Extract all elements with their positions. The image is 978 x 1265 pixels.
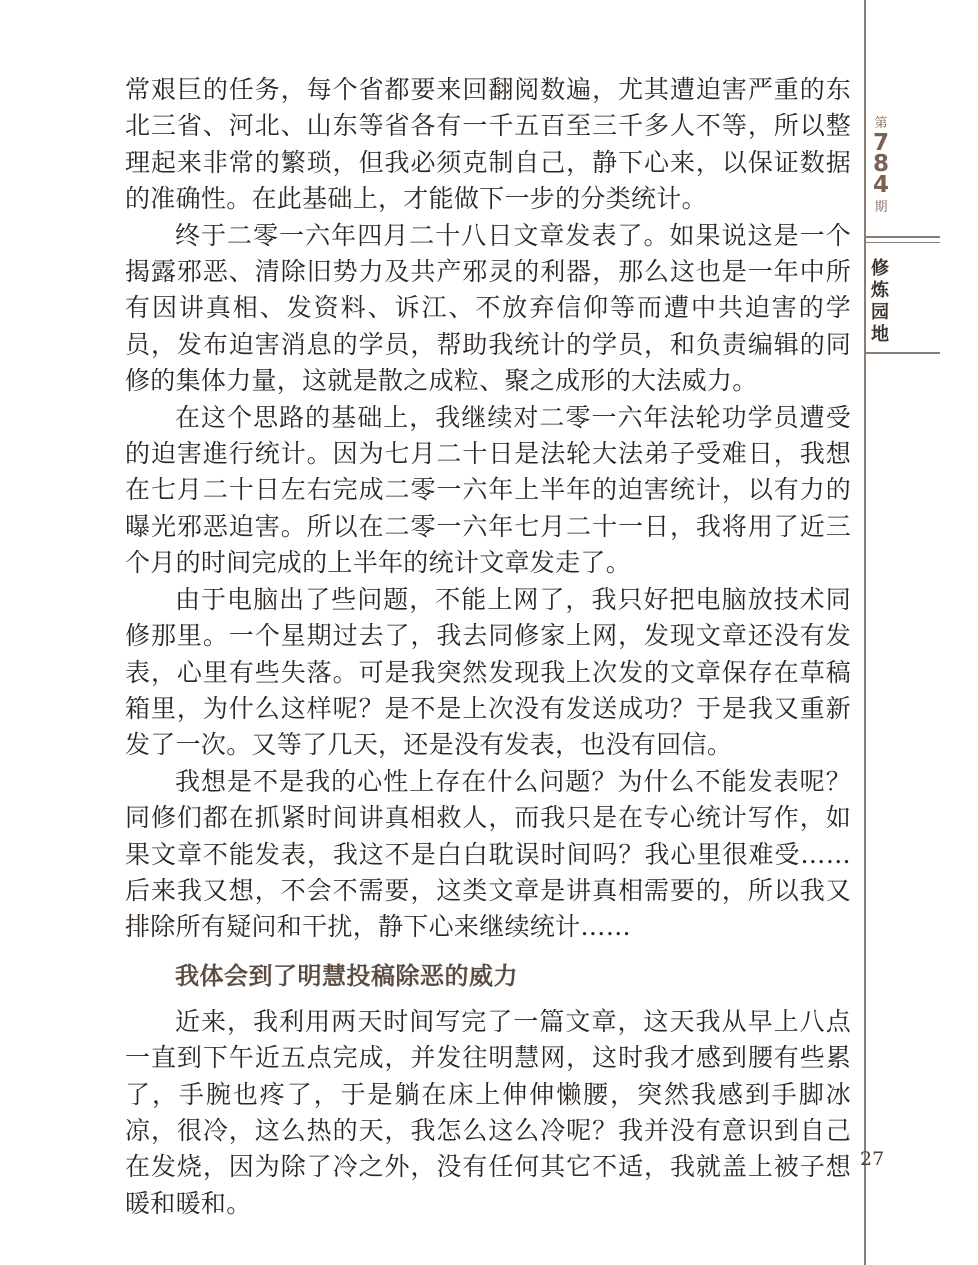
issue-digits: [866, 130, 896, 198]
paragraph: 常艰巨的任务，每个省都要来回翻阅数遍，尤其遭迫害严重的东北三省、河北、山东等省各有一千五百至三千多人不等，所以整理起来非常的繁琐，但我必须克制自己，静下心来，以保证数据的准确性。在此基础上，才能做下一步的分类统计。: [125, 75, 851, 214]
section-divider-thin: [866, 242, 940, 243]
issue-number: [866, 117, 896, 214]
section-title: 修炼园地: [871, 258, 889, 345]
paragraph: 在这个思路的基础上，我继续对二零一六年法轮功学员遭受的迫害進行统计。因为七月二十日是法轮大法弟子受难日，我想在七月二十日左右完成二零一六年上半年的迫害统计，以有力的曝光邪恶迫害。所以在二零一六年七月二十一日，我将用了近三个月的时间完成的上半年的统计文章发走了。: [125, 402, 851, 578]
paragraph: 我想是不是我的心性上存在什么问题？为什么不能发表呢？同修们都在抓紧时间讲真相救人，而我只是在专心统计写作，如果文章不能发表，我这不是白白耽误时间吗？我心里很难受……后来我又想，不会不需要，这类文章是讲真相需要的，所以我又排除所有疑问和干扰，静下心来继续统计……: [125, 766, 851, 942]
section-divider: [866, 236, 940, 238]
page-number: 27: [860, 1148, 885, 1170]
paragraph: 近来，我利用两天时间写完了一篇文章，这天我从早上八点一直到下午近五点完成，并发往明慧网，这时我才感到腰有些累了，手腕也疼了，于是躺在床上伸伸懒腰，突然我感到手脚冰凉，很冷，这么热的天，我怎么这么冷呢？我并没有意识到自己在发烧，因为除了冷之外，没有任何其它不适，我就盖上被子想暖和暖和。: [125, 1006, 851, 1218]
section-divider-bottom: [866, 352, 940, 354]
paragraph: 由于电脑出了些问题，不能上网了，我只好把电脑放技术同修那里。一个星期过去了，我去同修家上网，发现文章还没有发表，心里有些失落。可是我突然发现我上次发的文章保存在草稿箱里，为什么这样呢？是不是上次没有发送成功？于是我又重新发了一次。又等了几天，还是没有发表，也没有回信。: [125, 584, 851, 760]
issue-prefix: 第: [874, 116, 888, 131]
issue-digit: 4: [872, 172, 889, 198]
section-heading: 我体会到了明慧投稿除恶的威力: [175, 961, 518, 990]
paragraph: 终于二零一六年四月二十八日文章发表了。如果说这是一个揭露邪恶、清除旧势力及共产邪灵的利器，那么这也是一年中所有因讲真相、发资料、诉江、不放弃信仰等而遭中共迫害的学员，发布迫害消息的学员，帮助我统计的学员，和负责编辑的同修的集体力量，这就是散之成粒、聚之成形的大法威力。: [125, 220, 851, 396]
issue-suffix: 期: [874, 200, 888, 215]
issue-digit: 7: [872, 130, 889, 156]
article-body: [125, 72, 851, 1222]
issue-digit: 8: [872, 151, 889, 177]
